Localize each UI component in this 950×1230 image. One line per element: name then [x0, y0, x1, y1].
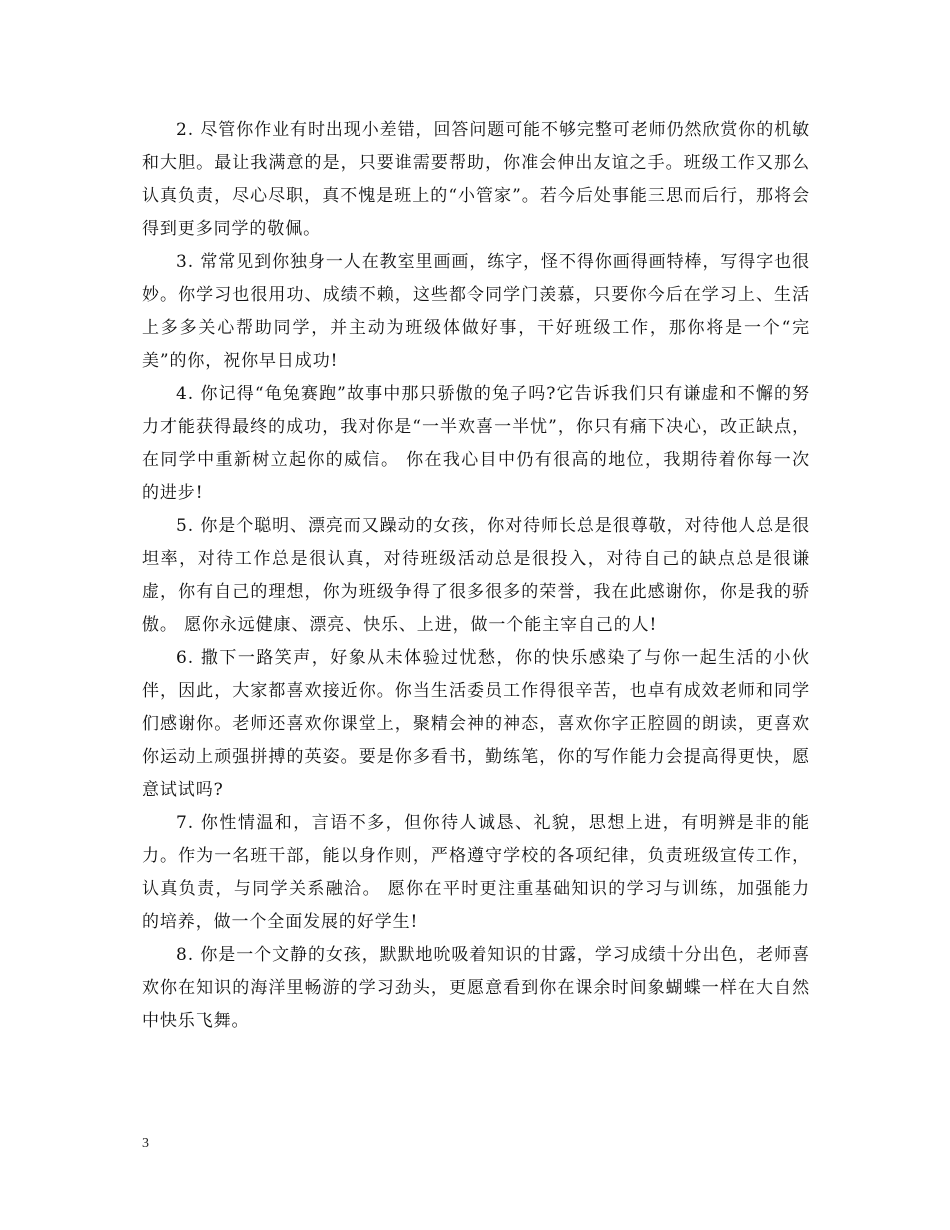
- comment-paragraph-4: 4. 你记得“龟兔赛跑”故事中那只骄傲的兔子吗?它告诉我们只有谦虚和不懈的努力才能获得最终的成功，我对你是“一半欢喜一半忧”，你只有痛下决心，改正缺点，在同学中重新树立起你的威信。 你在我心目中仍有很高的地位，我期待着你每一次的进步!: [142, 384, 810, 503]
- comment-paragraph-7: 7. 你性情温和，言语不多，但你待人诚恳、礼貌，思想上进，有明辨是非的能力。作为一名班干部，能以身作则，严格遵守学校的各项纪律，负责班级宣传工作，认真负责，与同学关系融洽。 愿你在平时更注重基础知识的学习与训练，加强能力的培养，做一个全面发展的好学生!: [142, 813, 810, 932]
- comment-paragraph-3: 3. 常常见到你独身一人在教室里画画，练字，怪不得你画得画特棒，写得字也很妙。你学习也很用功、成绩不赖，这些都令同学门羡慕，只要你今后在学习上、生活上多多关心帮助同学，并主动为班级体做好事，干好班级工作，那你将是一个“完美”的你，祝你早日成功!: [142, 252, 810, 371]
- comment-paragraph-5: 5. 你是个聪明、漂亮而又躁动的女孩，你对待师长总是很尊敬，对待他人总是很坦率，对待工作总是很认真，对待班级活动总是很投入，对待自己的缺点总是很谦虚，你有自己的理想，你为班级争得了很多很多的荣誉，我在此感谢你，你是我的骄傲。 愿你永远健康、漂亮、快乐、上进，做一个能主宰自己的人!: [142, 516, 810, 635]
- page-number: 3: [142, 1136, 149, 1151]
- comment-paragraph-8: 8. 你是一个文静的女孩，默默地吮吸着知识的甘露，学习成绩十分出色，老师喜欢你在知识的海洋里畅游的学习劲头，更愿意看到你在课余时间象蝴蝶一样在大自然中快乐飞舞。: [142, 945, 810, 1031]
- comment-paragraph-2: 2. 尽管你作业有时出现小差错，回答问题可能不够完整可老师仍然欣赏你的机敏和大胆。最让我满意的是，只要谁需要帮助，你准会伸出友谊之手。班级工作又那么认真负责，尽心尽职，真不愧是班上的“小管家”。若今后处事能三思而后行，那将会得到更多同学的敬佩。: [142, 120, 810, 239]
- document-body: [142, 114, 810, 1038]
- comment-paragraph-6: 6. 撒下一路笑声，好象从未体验过忧愁，你的快乐感染了与你一起生活的小伙伴，因此，大家都喜欢接近你。你当生活委员工作得很辛苦，也卓有成效老师和同学们感谢你。老师还喜欢你课堂上，聚精会神的神态，喜欢你字正腔圆的朗读，更喜欢你运动上顽强拼搏的英姿。要是你多看书，勤练笔，你的写作能力会提高得更快，愿意试试吗?: [142, 648, 810, 800]
